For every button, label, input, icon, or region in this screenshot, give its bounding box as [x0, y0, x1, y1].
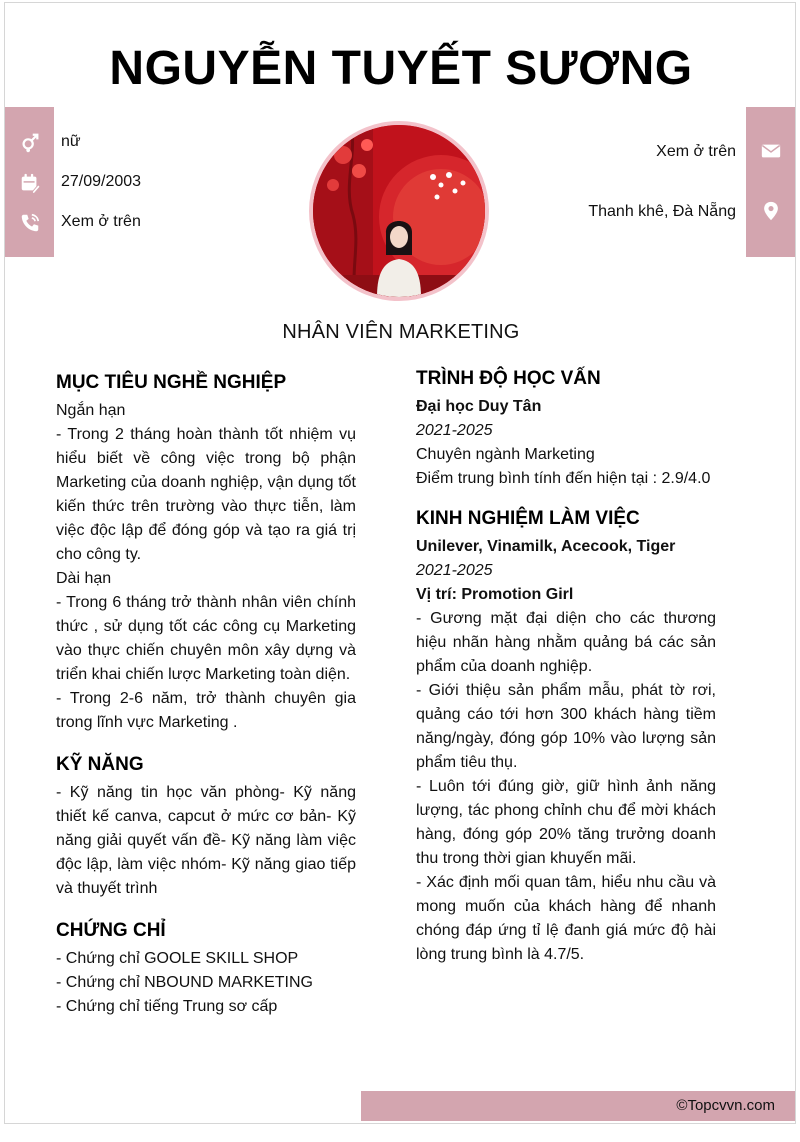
- profile-photo: [313, 125, 485, 297]
- certificate-item: - Chứng chỉ NBOUND MARKETING: [56, 974, 313, 991]
- experience-item: - Gương mặt đại diện cho các thương hiệu nhãn hàng nhằm quảng bá các sản phẩm của doanh nghiệp.: [416, 610, 716, 675]
- objective-short-label: Ngắn hạn: [56, 402, 126, 419]
- certificates-title: CHỨNG CHỈ: [56, 920, 166, 941]
- certificate-item: - Chứng chỉ tiếng Trung sơ cấp: [56, 998, 278, 1015]
- experience-title: KINH NGHIỆM LÀM VIỆC: [416, 508, 640, 529]
- objective-title: MỤC TIÊU NGHỀ NGHIỆP: [56, 372, 287, 393]
- footer-credit: ©Topcvvn.com: [676, 1097, 775, 1114]
- left-column: [56, 369, 356, 1019]
- certificate-item: - Chứng chỉ GOOLE SKILL SHOP: [56, 950, 299, 967]
- objective-long-text-2: - Trong 2-6 năm, trở thành chuyên gia trong lĩnh vực Marketing .: [56, 690, 356, 731]
- experience-position: Vị trí: Promotion Girl: [416, 586, 574, 603]
- address-value: Thanh khê, Đà Nẵng: [588, 203, 736, 220]
- job-title: NHÂN VIÊN MARKETING: [282, 321, 520, 343]
- education-school: Đại học Duy Tân: [416, 398, 542, 415]
- experience-period: 2021-2025: [416, 562, 493, 579]
- education-major: Chuyên ngành Marketing: [416, 446, 595, 463]
- experience-company: Unilever, Vinamilk, Acecook, Tiger: [416, 538, 676, 555]
- left-icon-band: [5, 107, 54, 257]
- experience-item: - Luôn tới đúng giờ, giữ hình ảnh năng lượng, tác phong chỉnh chu để mời khách hàng, đóng góp 20% tăng trưởng doanh thu trong thời gian khuyến mãi.: [416, 778, 716, 867]
- experience-item: - Giới thiệu sản phẩm mẫu, phát tờ rơi, quảng cáo tới hơn 300 khách hàng tiềm năng/ngày, đóng góp 10% vào lượng sản phẩm tiêu thụ.: [416, 682, 716, 771]
- right-column: [416, 365, 716, 967]
- calendar-icon: [5, 163, 54, 203]
- candidate-name: NGUYỄN TUYẾT SƯƠNG: [109, 42, 693, 95]
- phone-icon: [5, 203, 54, 243]
- objective-short-text: - Trong 2 tháng hoàn thành tốt nhiệm vụ hiểu biết về công việc trong bộ phận Marketing của doanh nghiệp, vận dụng tốt kiến thức trên trường vào thực tiễn, làm việc độc lập để đóng góp và tạo ra giá trị cho công ty.: [56, 426, 356, 563]
- objective-long-text-1: - Trong 6 tháng trở thành nhân viên chính thức , sử dụng tốt các công cụ Marketing vào thực chiến chuyên môn xây dựng và triển khai chiến lược Marketing toàn diện.: [56, 594, 356, 683]
- objective-long-label: Dài hạn: [56, 570, 112, 587]
- gender-icon: [5, 123, 54, 163]
- education-period: 2021-2025: [416, 422, 493, 439]
- mail-icon: [746, 131, 795, 171]
- gender-value: nữ: [61, 133, 81, 150]
- location-icon: [746, 191, 795, 231]
- cv-page: [4, 2, 796, 1124]
- skills-title: KỸ NĂNG: [56, 754, 144, 775]
- experience-item: - Xác định mối quan tâm, hiểu nhu cầu và mong muốn của khách hàng để nhanh chóng đáp ứng tỉ lệ đanh giá mức độ hài lòng trung bình là 4.7/5.: [416, 874, 716, 963]
- phone-value: Xem ở trên: [61, 213, 141, 230]
- education-gpa: Điểm trung bình tính đến hiện tại : 2.9/4.0: [416, 470, 711, 487]
- email-value: Xem ở trên: [656, 143, 736, 160]
- right-icon-band: [746, 107, 795, 257]
- birthday-value: 27/09/2003: [61, 173, 142, 190]
- education-title: TRÌNH ĐỘ HỌC VẤN: [416, 368, 601, 389]
- skills-text: - Kỹ năng tin học văn phòng- Kỹ năng thiết kế canva, capcut ở mức cơ bản- Kỹ năng giải quyết vấn đề- Kỹ năng làm việc độc lập, làm việc nhóm- Kỹ năng giao tiếp và thuyết trình: [56, 784, 356, 897]
- avatar: [309, 121, 489, 301]
- footer-bar: [361, 1091, 796, 1121]
